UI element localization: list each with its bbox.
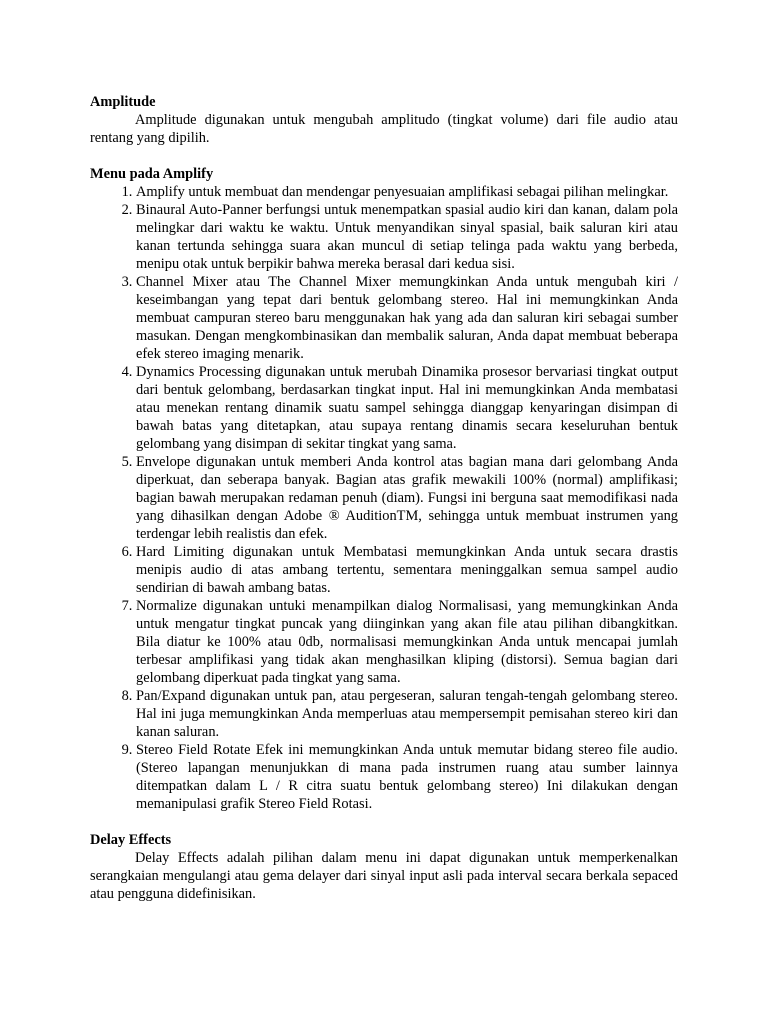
amplify-menu-list (90, 183, 678, 813)
list-item: 9. Stereo Field Rotate Efek ini memungkinkan Anda untuk memutar bidang stereo file audio.(Stereo lapangan menunjukkan di mana pada instrumen ruang atau sumber lainnya ditempatkan dalam L / R citra suatu bentuk gelombang stereo) Ini dilakukan dengan memanipulasi grafik Stereo Field Rotasi. (136, 741, 678, 813)
delay-effects-paragraph: Delay Effects adalah pilihan dalam menu ini dapat digunakan untuk memperkenalkan serangkaian mengulangi atau gema delayer dari sinyal input asli pada interval secara berkala sepaced atau pengguna didefinisikan. (90, 850, 678, 902)
amplitude-heading: Amplitude (90, 94, 156, 110)
spacer (90, 813, 678, 831)
list-item: 2. Binaural Auto-Panner berfungsi untuk menempatkan spasial audio kiri dan kanan, dalam pola melingkar dari waktu ke waktu. Untuk menyandikan sinyal spasial, baik saluran kiri atau kanan tertunda sehingga suara akan muncul di setiap telinga pada waktu yang berbeda, menipu otak untuk berpikir bahwa mereka berasal dari kedua sisi. (136, 201, 678, 273)
list-item: 3. Channel Mixer atau The Channel Mixer memungkinkan Anda untuk mengubah kiri / keseimbangan yang tepat dari bentuk gelombang stereo. Hal ini memungkinkan Anda membuat campuran stereo baru menggunakan hak yang ada dan saluran kiri sebagai sumber masukan. Dengan mengkombinasikan dan membalik saluran, Anda dapat membuat beberapa efek stereo imaging menarik. (136, 273, 678, 363)
list-item: 1. Amplify untuk membuat dan mendengar penyesuaian amplifikasi sebagai pilihan melingkar. (136, 183, 678, 201)
list-item: 5. Envelope digunakan untuk memberi Anda kontrol atas bagian mana dari gelombang Anda diperkuat, dan seberapa banyak. Bagian atas grafik mewakili 100% (normal) amplifikasi; bagian bawah merupakan redaman penuh (diam). Fungsi ini berguna saat memodifikasi nada yang dihasilkan dengan Adobe ® AuditionTM, sehingga untuk membuat instrumen yang terdengar lebih realistis dan efek. (136, 453, 678, 543)
list-item: 7. Normalize digunakan untuki menampilkan dialog Normalisasi, yang memungkinkan Anda untuk mengatur tingkat puncak yang diinginkan yang akan file atau pilihan dibangkitkan. Bila diatur ke 100% atau 0db, normalisasi memungkinkan Anda untuk mencapai jumlah terbesar amplifikasi yang tidak akan menghasilkan kliping (distorsi). Semua bagian dari gelombang diperkuat pada tingkat yang sama. (136, 597, 678, 687)
document-page (90, 93, 678, 903)
list-item: 4. Dynamics Processing digunakan untuk merubah Dinamika prosesor bervariasi tingkat output dari bentuk gelombang, berdasarkan tingkat input. Hal ini memungkinkan Anda membatasi atau menekan rentang dinamik suatu sampel sehingga dianggap kenyaringan disimpan di bawah batas yang ditetapkan, atau supaya rentang dinamis secara keseluruhan bentuk gelombang yang disimpan di sekitar tingkat yang sama. (136, 363, 678, 453)
list-item: 6. Hard Limiting digunakan untuk Membatasi memungkinkan Anda untuk secara drastis menipis audio di atas ambang tertentu, sementara meninggalkan semua sampel audio sendirian di bawah ambang batas. (136, 543, 678, 597)
spacer (90, 147, 678, 165)
amplify-menu-heading: Menu pada Amplify (90, 166, 214, 182)
amplitude-paragraph: Amplitude digunakan untuk mengubah amplitudo (tingkat volume) dari file audio atau rentang yang dipilih. (90, 112, 678, 146)
list-item: 8. Pan/Expand digunakan untuk pan, atau pergeseran, saluran tengah-tengah gelombang stereo. Hal ini juga memungkinkan Anda memperluas atau mempersempit pemisahan stereo kiri dan kanan saluran. (136, 687, 678, 741)
delay-effects-heading: Delay Effects (90, 832, 172, 848)
